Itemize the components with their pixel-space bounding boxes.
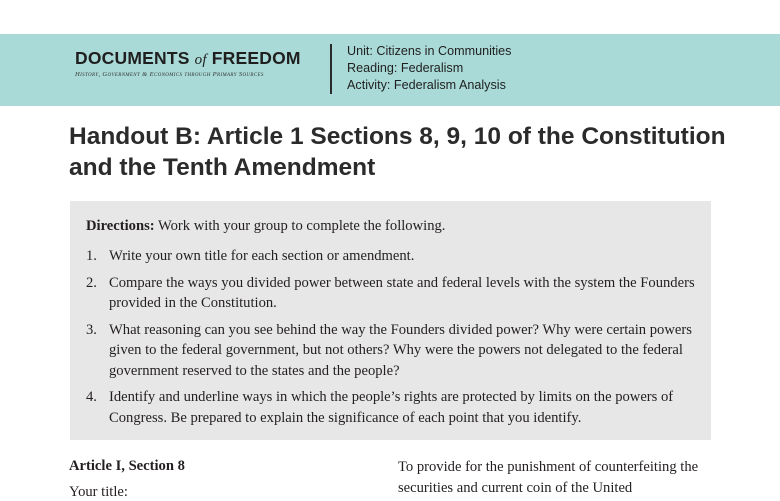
- list-item: [86, 387, 696, 428]
- brand-word-of: of: [194, 52, 207, 68]
- directions-list: [86, 246, 696, 434]
- list-item-number: 3.: [86, 321, 97, 338]
- your-title-label: Your title:: [69, 484, 128, 500]
- directions-text: Work with your group to complete the following.: [154, 218, 446, 234]
- brand-title: [75, 48, 315, 70]
- list-item-number: 4.: [86, 389, 97, 405]
- unit-label: Unit: Citizens in Communities: [347, 44, 512, 58]
- constitution-text: To provide for the punishment of counterfeiting the securities and current coin of the United: [398, 459, 699, 496]
- reading-label: Reading: Federalism: [347, 61, 464, 75]
- header-divider: [330, 44, 332, 94]
- brand-word-documents: DOCUMENTS: [75, 48, 190, 68]
- list-item-text: What reasoning can you see behind the way the Founders divided power? Why were certain powers given to the federal government, but not others? Why were the powers not delegated to the federal government reserved to the states and the people?: [109, 321, 692, 379]
- brand-word-freedom: FREEDOM: [211, 48, 301, 68]
- activity-label: Activity: Federalism Analysis: [347, 78, 506, 92]
- directions-box: [70, 201, 711, 440]
- list-item-number: 2.: [86, 274, 97, 291]
- directions-label: Directions:: [86, 218, 155, 234]
- directions-heading: [86, 218, 445, 235]
- brand-logo: [75, 48, 315, 78]
- header-banner: [0, 34, 780, 106]
- section-heading: Article I, Section 8: [69, 458, 185, 474]
- list-item: [86, 320, 696, 382]
- list-item-text: Identify and underline ways in which the people’s rights are protected by limits on the powers of Congress. Be prepared to explain the significance of each point that you identify.: [109, 389, 674, 426]
- list-item: [86, 246, 696, 267]
- list-item-text: Write your own title for each section or amendment.: [109, 248, 415, 264]
- list-item-text: Compare the ways you divided power between state and federal levels with the system the Founders provided in the Constitution.: [109, 274, 695, 311]
- page-title: Handout B: Article 1 Sections 8, 9, 10 of the Constitution and the Tenth Amendment: [69, 123, 726, 181]
- unit-info: [347, 43, 511, 94]
- list-item: [86, 273, 696, 314]
- list-item-number: 1.: [86, 248, 97, 264]
- brand-subtitle: History, Government & Economics through Primary Sources: [75, 71, 264, 78]
